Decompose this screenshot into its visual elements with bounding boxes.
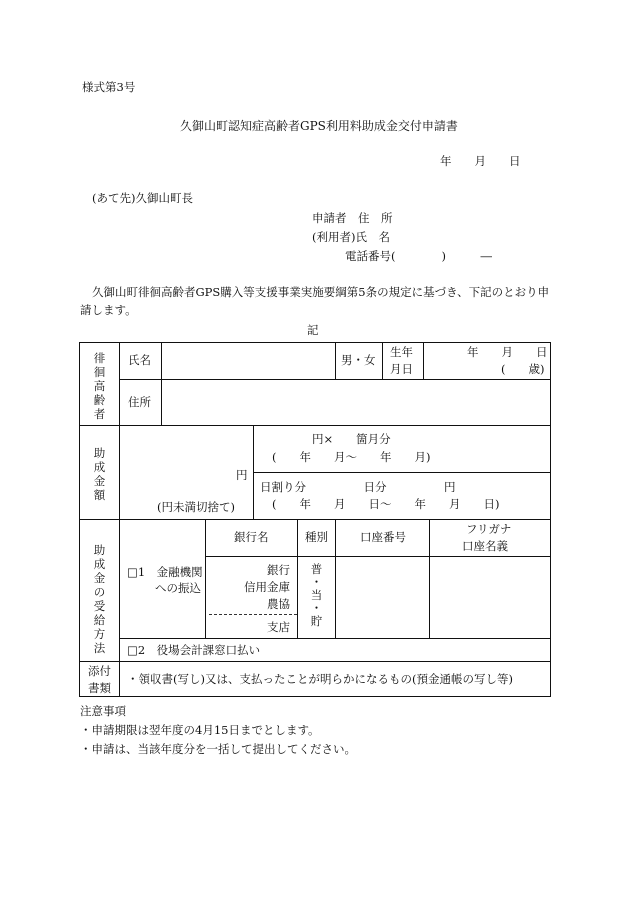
branch-label: 支店 (267, 620, 290, 634)
elderly-name-field[interactable] (162, 343, 334, 378)
row-divider-7 (79, 661, 551, 662)
address-label: 住所 (128, 395, 151, 409)
bank-type-credit-union[interactable]: 信用金庫 (244, 580, 290, 594)
gender-select[interactable]: 男・女 (341, 353, 376, 367)
attachments-label-line-2: 書類 (88, 681, 111, 695)
account-number-field[interactable] (336, 557, 428, 637)
option-counter-payment-checkbox[interactable]: □2 役場会計課窓口払い (127, 643, 261, 657)
col-divider-bank (205, 519, 206, 638)
account-type-select[interactable]: 普 ・ 当 ・ 貯 (310, 562, 323, 628)
row-divider-3 (253, 472, 551, 473)
daily-amount-line-1[interactable]: 日割り分 日分 円 (260, 480, 456, 494)
attachment-requirement: ・領収書(写し)又は、支払ったことが明らかになるもの(預金通帳の写し等) (127, 672, 513, 686)
column-account-number: 口座番号 (360, 530, 406, 544)
applicant-name-label: (利用者)氏 名 (312, 230, 390, 244)
col-divider-amount (253, 425, 254, 519)
section-amount-label: 助 成 金 額 (93, 446, 106, 502)
branch-dashed-divider (209, 614, 297, 615)
monthly-amount-line-1[interactable]: 円× 箇月分 (312, 432, 391, 446)
addressee: (あて先)久御山町長 (92, 191, 193, 205)
row-divider-4 (79, 519, 551, 520)
age-field[interactable]: ( 歳) (501, 362, 545, 376)
col-divider-gender-right (382, 342, 383, 379)
col-divider-gender-left (335, 342, 336, 379)
note-item-deadline: ・申請期限は翌年度の4月15日までとします。 (80, 723, 320, 737)
applicant-phone-label: 電話番号( ) ― (345, 249, 492, 263)
document-title: 久御山町認知症高齢者GPS利用料助成金交付申請書 (180, 119, 458, 133)
form-number: 様式第3号 (82, 80, 136, 94)
column-account-type: 種別 (305, 530, 328, 544)
col-divider-label (119, 342, 120, 697)
bank-type-bank[interactable]: 銀行 (267, 563, 290, 577)
date-line: 年 月 日 (440, 154, 521, 168)
section-payment-method-label: 助 成 金 の 受 給 方 法 (93, 543, 106, 655)
column-account-holder: 口座名義 (462, 539, 508, 553)
column-bank-name: 銀行名 (234, 530, 269, 544)
name-label: 氏名 (128, 353, 151, 367)
section-elderly-label: 徘 徊 高 齢 者 (93, 351, 106, 421)
column-furigana: フリガナ (466, 522, 512, 536)
monthly-period-line-2[interactable]: ( 年 月～ 年 月) (272, 450, 431, 464)
elderly-address-field[interactable] (162, 380, 550, 424)
birth-label-line-2: 月日 (390, 362, 413, 376)
birth-date-field[interactable]: 年 月 日 (467, 345, 548, 359)
note-item-batch-submit: ・申請は、当該年度分を一括して提出してください。 (80, 742, 356, 756)
bank-type-agri-coop[interactable]: 農協 (267, 597, 290, 611)
birth-label-line-1: 生年 (390, 345, 413, 359)
applicant-address-label: 申請者 住 所 (312, 211, 393, 225)
daily-period-line-2[interactable]: ( 年 月 日～ 年 月 日) (272, 497, 500, 511)
body-text-line-2: 請します。 (80, 303, 137, 317)
attachments-label-line-1: 添付 (88, 664, 111, 678)
col-divider-birth (423, 342, 424, 379)
body-text-line-1: 久御山町徘徊高齢者GPS購入等支援事業実施要綱第5条の規定に基づき、下記のとおり申 (92, 285, 550, 299)
rounding-note: (円未満切捨て) (157, 500, 235, 514)
ki-label: 記 (307, 323, 319, 337)
amount-yen-field[interactable]: 円 (236, 468, 248, 482)
account-holder-field[interactable] (430, 557, 550, 637)
option-bank-transfer-label-2: への振込 (155, 581, 201, 595)
row-divider-2 (79, 425, 551, 426)
notes-heading: 注意事項 (80, 704, 126, 718)
row-divider-6 (119, 638, 551, 639)
option-bank-transfer-checkbox[interactable]: □1 金融機関 (127, 565, 203, 579)
